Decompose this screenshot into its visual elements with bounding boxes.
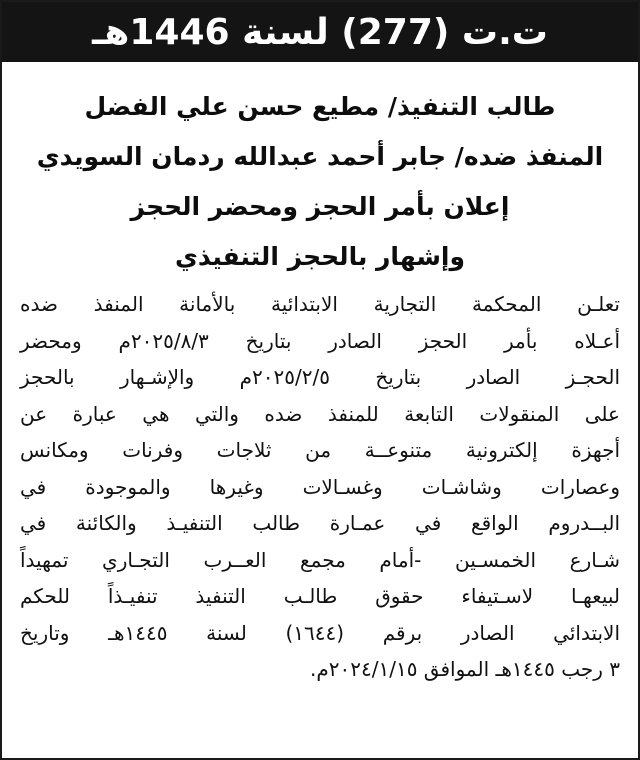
body-line: الابتدائي الصادر برقم (١٦٤٤) لسنة ١٤٤٥هـ وتاريخ [20,620,621,645]
body-line: شـارع الخمسـين -أمام مجمع العــرب التجـاري تمهيداً [20,547,620,572]
body-line: أعـلاه بأمر الحجز الصادر بتاريخ ٢٠٢٥/٨/٣م ومحضر [20,328,620,353]
body-line: وعصارات وشاشـات وغسـالات وغيرها والموجودة في [20,474,620,499]
body-line: تعلـن المحكمة التجارية الابتدائية بالأمانة المنفذ ضده [20,292,620,316]
body-line: البــدروم الواقع في عمـارة طالب التنفيـذ والكائنة في [20,511,620,535]
notice-subject-continued: وإشهار بالحجز التنفيذي [174,242,466,271]
body-line: لبيعهـا لاسـتيفاء حقوق طالـب التنفيذ تنفيـذاً للحكم [20,584,620,608]
notice-subject: إعلان بأمر الحجز ومحضر الحجز [130,192,510,221]
notice-headings [2,62,638,282]
body-line: أجهزة إلكترونية متنوعــة من ثلاجات وفرنات ومكانس [20,438,620,462]
body-line: الحجـز الصادر بتاريخ ٢٠٢٥/٢/٥م والإشـهار بالحجز [20,365,621,389]
notice-case-number: ت.ت (277) لسنة 1446هـ [92,11,548,53]
body-line: على المنقولات التابعة للمنفذ ضده والتي هي عبارة عن [20,401,620,426]
notice-header-bar [2,2,638,62]
notice-body [2,282,638,688]
enforcement-requester: طالب التنفيذ/ مطيع حسن علي الفضل [84,92,556,121]
body-line-last: ٣ رجب ١٤٤٥هـ الموافق ٢٠٢٤/١/١٥م. [310,657,620,681]
enforced-against: المنفذ ضده/ جابر أحمد عبدالله ردمان السويدي [36,142,604,171]
